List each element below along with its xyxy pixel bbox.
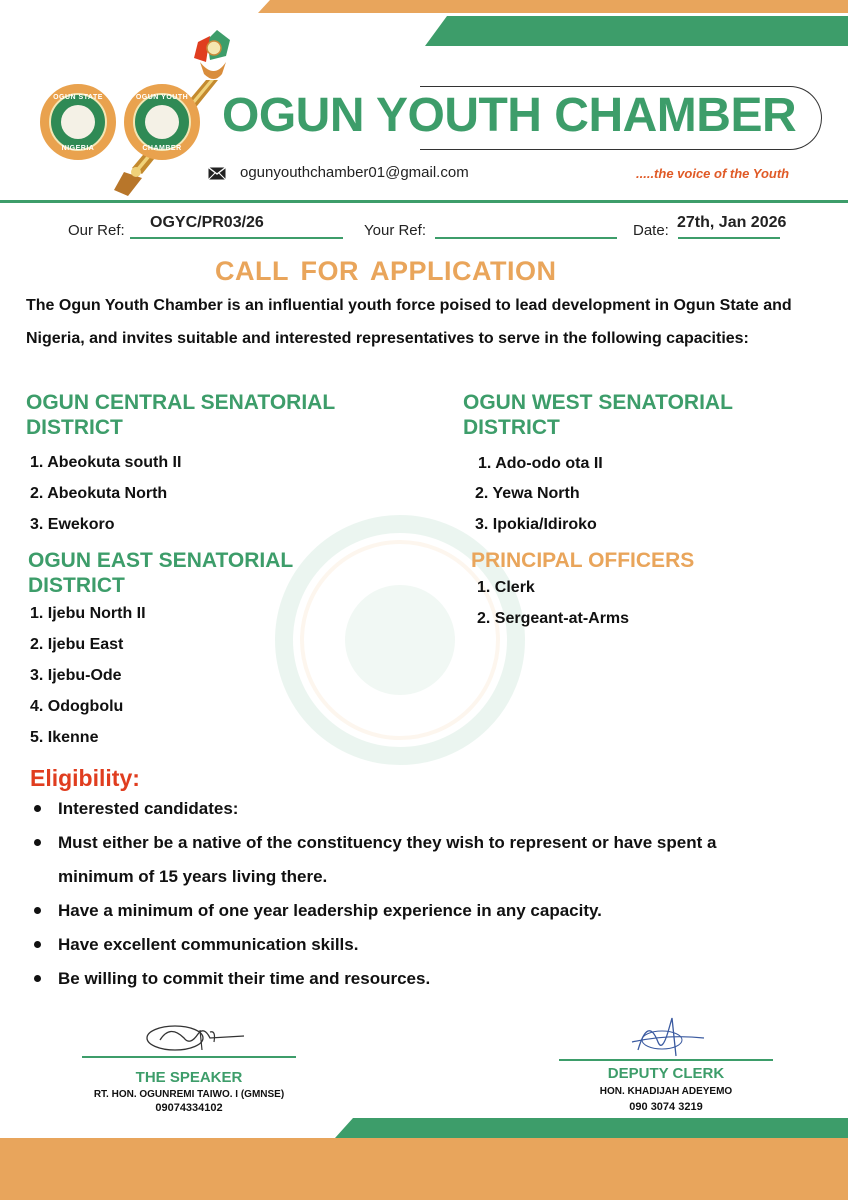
speaker-signature-icon — [140, 1016, 250, 1056]
eligibility-title: Eligibility: — [30, 765, 140, 791]
top-green-bar — [425, 16, 848, 46]
deputy-signature-icon — [628, 1012, 708, 1060]
email-address: ogunyouthchamber01@gmail.com — [240, 164, 469, 181]
logo-right-bottom-text: CHAMBER — [142, 145, 182, 152]
our-ref-line — [130, 237, 343, 239]
list-item: Must either be a native of the constituency they wish to represent or have spent a minimum of 15 years living there. — [32, 826, 792, 894]
deputy-name: HON. KHADIJAH ADEYEMO — [599, 1086, 733, 1097]
list-item: 2. Ijebu East — [30, 636, 124, 653]
list-item: 1. Ijebu North II — [30, 605, 146, 622]
list-item: 3. Ipokia/Idiroko — [475, 516, 597, 533]
your-ref-label: Your Ref: — [364, 222, 426, 239]
list-item: 1. Abeokuta south II — [30, 454, 182, 471]
list-item: 3. Ewekoro — [30, 516, 115, 533]
list-item: Have excellent communication skills. — [32, 928, 792, 962]
list-item: 2. Abeokuta North — [30, 485, 168, 502]
eligibility-list — [32, 792, 792, 996]
logo-left-bottom-text: NIGERIA — [61, 145, 95, 152]
principal-officers-title: PRINCIPAL OFFICERS — [471, 549, 695, 572]
speaker-name: RT. HON. OGUNREMI TAIWO. I (GMNSE) — [93, 1089, 285, 1100]
list-item: 4. Odogbolu — [30, 698, 124, 715]
ogun-youth-chamber-logo — [124, 84, 200, 160]
list-item: 2. Yewa North — [475, 485, 580, 502]
page-title: OGUN YOUTH CHAMBER — [222, 89, 797, 142]
date-value: 27th, Jan 2026 — [677, 214, 787, 231]
header-divider — [0, 200, 848, 203]
list-item: Have a minimum of one year leadership experience in any capacity. — [32, 894, 792, 928]
motto: .....the voice of the Youth — [636, 166, 790, 181]
west-district-title: OGUN WEST SENATORIAL DISTRICT — [463, 391, 733, 439]
logo-right-top-text: OGUN YOUTH — [135, 94, 189, 101]
list-item: 5. Ikenne — [30, 729, 99, 746]
central-district-title: OGUN CENTRAL SENATORIAL DISTRICT — [26, 391, 335, 439]
list-item: 1. Clerk — [477, 579, 535, 596]
ogun-state-logo — [40, 84, 116, 160]
deputy-phone: 090 3074 3219 — [629, 1101, 703, 1113]
speaker-phone: 09074334102 — [155, 1102, 223, 1114]
deputy-signature-line — [559, 1059, 773, 1061]
date-line — [678, 237, 780, 239]
your-ref-line — [435, 237, 617, 239]
logo-left-top-text: OGUN STATE — [53, 94, 103, 101]
our-ref-label: Our Ref: — [68, 222, 125, 239]
list-item: Interested candidates: — [32, 792, 792, 826]
date-label: Date: — [633, 222, 669, 239]
list-item: Be willing to commit their time and resources. — [32, 962, 792, 996]
top-orange-bar — [258, 0, 848, 13]
our-ref-value: OGYC/PR03/26 — [150, 214, 264, 231]
document-heading: CALL FOR APPLICATION — [215, 256, 557, 286]
envelope-icon — [208, 167, 226, 180]
bottom-orange-bar — [0, 1138, 848, 1200]
list-item: 2. Sergeant-at-Arms — [477, 610, 630, 627]
speaker-role: THE SPEAKER — [135, 1069, 243, 1086]
deputy-role: DEPUTY CLERK — [607, 1065, 725, 1082]
east-district-title: OGUN EAST SENATORIAL DISTRICT — [28, 549, 293, 597]
bottom-green-bar — [335, 1118, 848, 1138]
list-item: 1. Ado-odo ota II — [478, 455, 603, 472]
speaker-signature-line — [82, 1056, 296, 1058]
intro-paragraph: The Ogun Youth Chamber is an influential youth force poised to lead development in Ogun State and Nigeria, and invites suitable and interested representatives to serve in the following capacities: — [26, 297, 792, 347]
watermark-core — [345, 585, 455, 695]
list-item: 3. Ijebu-Ode — [30, 667, 122, 684]
